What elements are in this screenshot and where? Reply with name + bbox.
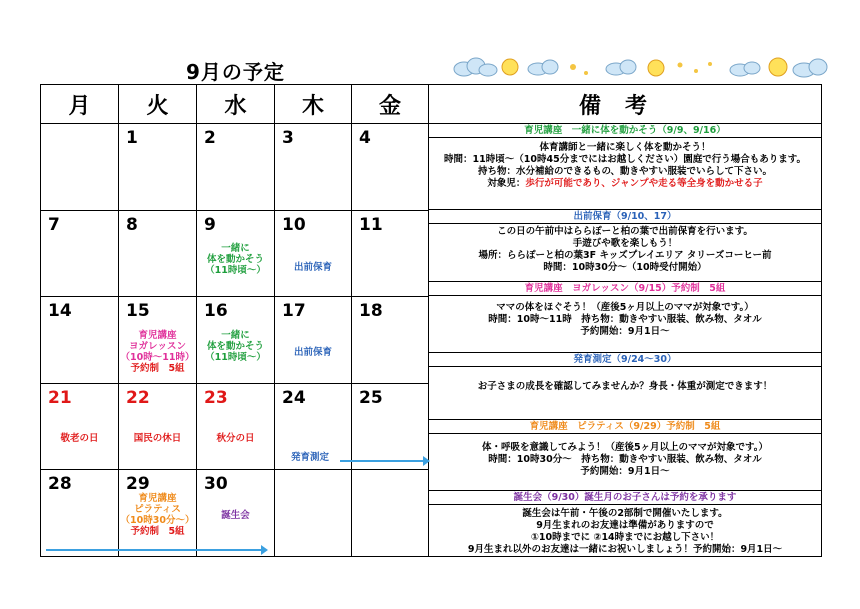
- note-label: 対象児：: [487, 178, 526, 189]
- day-cell: [275, 210, 352, 297]
- event-holiday: 敬老の日: [60, 432, 99, 444]
- day-cell: [41, 124, 119, 211]
- day-cell: [352, 124, 429, 211]
- day-cell: [41, 383, 119, 470]
- sun-icon: [769, 58, 787, 76]
- day-cell: [197, 124, 275, 211]
- date-number: 18: [359, 301, 383, 322]
- day-cell: [119, 297, 197, 384]
- day-cell: [119, 210, 197, 297]
- header-thu: 木: [275, 85, 352, 124]
- sky-decoration-illustration: [448, 55, 833, 81]
- event-exercise: [197, 243, 274, 276]
- note-body-outreach: [429, 224, 821, 281]
- note-body-measure: [429, 367, 821, 419]
- note-body-exercise: [429, 138, 821, 209]
- week-row: [41, 124, 822, 211]
- event-line: 予約制 5組: [130, 363, 185, 375]
- date-number: 11: [359, 214, 383, 235]
- date-number: 16: [204, 301, 228, 322]
- header-tue: 火: [119, 85, 197, 124]
- note-line: [429, 178, 821, 190]
- cloud-icon: [528, 60, 558, 75]
- event-line: 育児講座: [138, 330, 177, 342]
- event-line: 育児講座: [138, 493, 177, 505]
- day-cell: [119, 124, 197, 211]
- event-pilates: [119, 493, 196, 537]
- note-line: 手遊びや歌を楽しもう！: [572, 238, 678, 249]
- event-outreach: 出前保育: [293, 261, 332, 273]
- event-line: （11時頃～）: [205, 352, 266, 364]
- date-number: 22: [126, 387, 150, 408]
- header-fri: 金: [352, 85, 429, 124]
- event-line: 体を動かそう: [206, 341, 264, 353]
- header-wed: 水: [197, 85, 275, 124]
- date-number: 21: [48, 387, 72, 408]
- day-cell: [41, 210, 119, 297]
- day-cell: [352, 297, 429, 384]
- header-row: [41, 85, 822, 124]
- header-mon: 月: [41, 85, 119, 124]
- note-line: 体育講師と一緒に楽しく体を動かそう！: [539, 142, 711, 153]
- event-line: 予約制 5組: [130, 526, 185, 538]
- event-line: 一緒に: [221, 242, 250, 254]
- date-number: 23: [204, 387, 228, 408]
- star-icon: [570, 64, 588, 75]
- date-number: 1: [126, 128, 138, 148]
- date-number: 25: [359, 387, 383, 408]
- day-cell: [41, 470, 119, 557]
- note-body-yoga: [429, 296, 821, 352]
- event-birthday: 誕生会: [221, 510, 250, 522]
- date-number: 29: [126, 474, 150, 495]
- cloud-icon: [730, 62, 760, 76]
- day-cell: [352, 210, 429, 297]
- sun-icon: [502, 59, 518, 75]
- date-number: 2: [204, 128, 216, 148]
- event-outreach: 出前保育: [293, 347, 332, 359]
- note-heading-pilates: 育児講座 ピラティス（9/29）予約制 5組: [429, 419, 821, 434]
- page-title: 9月の予定: [186, 60, 285, 84]
- event-line: （10時30分～）: [120, 515, 195, 527]
- day-cell: [197, 470, 275, 557]
- note-line: 予約開始：9月1日～: [580, 326, 670, 337]
- note-line: 時間：11時頃～（10時45分までにはお越しください）園庭で行う場合もあります。: [444, 154, 806, 165]
- date-number: 14: [48, 301, 72, 322]
- event-yoga: [119, 330, 196, 374]
- day-cell: [275, 383, 352, 470]
- note-line: 持ち物：水分補給のできるもの、動きやすい服装でいらして下さい。: [477, 166, 773, 177]
- note-highlight: 歩行が可能であり、ジャンプや走る等全身を動かせる子: [525, 178, 763, 189]
- event-exercise: [197, 330, 274, 363]
- day-cell: [41, 297, 119, 384]
- event-holiday: 国民の休日: [133, 432, 182, 444]
- date-number: 17: [282, 301, 306, 322]
- event-line: ヨガレッスン: [129, 341, 186, 353]
- day-cell: [119, 470, 197, 557]
- date-number: 24: [282, 387, 306, 408]
- note-line: ①10時までに ②14時までにお越し下さい！: [530, 532, 720, 543]
- note-heading-outreach: 出前保育（9/10、17）: [429, 209, 821, 224]
- cloud-icon: [606, 60, 636, 75]
- day-cell: [197, 210, 275, 297]
- date-number: 8: [126, 214, 138, 235]
- cloud-icon: [793, 59, 827, 77]
- day-cell: [197, 383, 275, 470]
- note-line: 体・呼吸を意識してみよう！（産後5ヶ月以上のママが対象です。）: [481, 442, 769, 453]
- measure-period-arrow-1: [340, 460, 424, 462]
- day-cell: [197, 297, 275, 384]
- event-holiday: 秋分の日: [216, 432, 255, 444]
- date-number: 7: [48, 214, 60, 235]
- event-line: （11時頃～）: [205, 264, 266, 276]
- note-line: 場所：ららぽーと柏の葉3F キッズプレイエリア タリーズコーヒー前: [478, 250, 772, 261]
- note-line: 9月生まれ以外のお友達は一緒にお祝いしましょう！予約開始：9月1日～: [467, 544, 783, 555]
- day-cell: [352, 383, 429, 470]
- event-measure: 発育測定: [290, 451, 329, 463]
- date-number: 10: [282, 214, 306, 235]
- notes-column: [429, 124, 822, 557]
- cloud-icon: [454, 58, 497, 76]
- note-heading-measure: 発育測定（9/24～30）: [429, 352, 821, 367]
- note-line: 9月生まれのお友達は準備がありますので: [536, 520, 714, 531]
- day-cell: [275, 297, 352, 384]
- note-line: 時間：10時30分～ 持ち物：動きやすい服装、飲み物、タオル: [488, 454, 762, 465]
- calendar-table: [40, 84, 822, 557]
- date-number: 4: [359, 128, 371, 148]
- date-number: 28: [48, 474, 72, 495]
- date-number: 9: [204, 214, 216, 235]
- note-heading-yoga: 育児講座 ヨガレッスン（9/15）予約制 5組: [429, 281, 821, 296]
- event-line: 体を動かそう: [206, 253, 264, 265]
- note-heading-birthday: 誕生会（9/30）誕生月のお子さんは予約を承ります: [429, 490, 821, 505]
- sun-icon: [648, 60, 664, 76]
- date-number: 15: [126, 301, 150, 322]
- date-number: 30: [204, 474, 228, 495]
- event-line: （10時～11時）: [120, 352, 195, 364]
- note-line: ママの体をほぐそう！（産後5ヶ月以上のママが対象です。）: [496, 302, 754, 313]
- note-heading-exercise: 育児講座 一緒に体を動かそう（9/9、9/16）: [429, 124, 821, 138]
- day-cell: [352, 470, 429, 557]
- event-line: ピラティス: [134, 504, 181, 516]
- note-line: この日の午前中はららぽーと柏の葉で出前保育を行います。: [497, 226, 753, 237]
- day-cell: [275, 124, 352, 211]
- header-notes: 備考: [429, 85, 822, 124]
- note-line: 予約開始：9月1日～: [580, 466, 670, 477]
- note-line: 時間：10時30分～（10時受付開始）: [543, 262, 707, 273]
- star-icon: [678, 62, 713, 73]
- note-body-birthday: [429, 505, 821, 556]
- note-body-pilates: [429, 434, 821, 490]
- note-line: 時間：10時～11時 持ち物：動きやすい服装、飲み物、タオル: [488, 314, 762, 325]
- day-cell: [275, 470, 352, 557]
- measure-period-arrow-2: [46, 549, 262, 551]
- note-line: お子さまの成長を確認してみませんか？身長・体重が測定できます！: [477, 381, 773, 392]
- event-line: 一緒に: [221, 330, 250, 342]
- day-cell: [119, 383, 197, 470]
- date-number: 3: [282, 128, 294, 148]
- note-line: 誕生会は午前・午後の2部制で開催いたします。: [522, 508, 728, 519]
